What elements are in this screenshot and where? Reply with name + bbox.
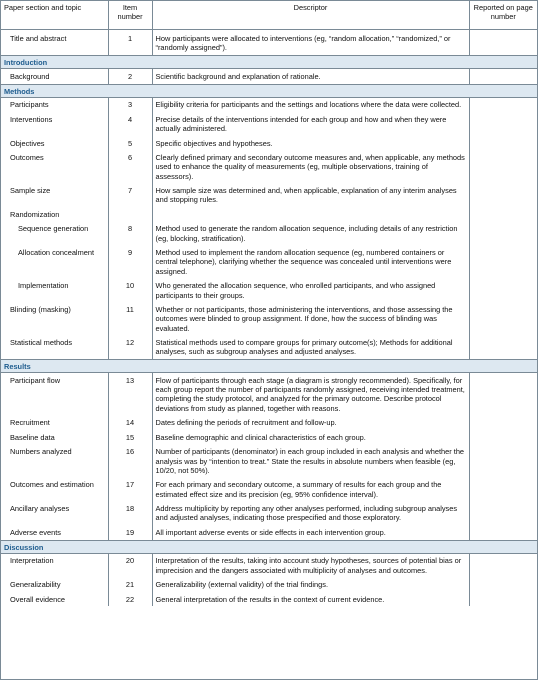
topic-cell: Participant flow [1,373,108,416]
table-row [1,246,537,279]
descriptor-cell: Generalizability (external validity) of the trial findings. [152,578,469,592]
table-row [1,184,537,208]
reported-page-cell [469,184,537,208]
reported-page-cell [469,222,537,246]
item-number-cell: 16 [108,445,152,478]
section-page-cell [469,84,537,97]
item-number-cell: 13 [108,373,152,416]
reported-page-cell [469,150,537,183]
reported-page-cell [469,478,537,502]
reported-page-cell [469,30,537,56]
section-row [1,540,537,553]
topic-cell: Outcomes [1,150,108,183]
descriptor-cell: Dates defining the periods of recruitment and follow-up. [152,416,469,430]
reported-page-cell [469,207,537,221]
reported-page-cell [469,578,537,592]
item-number-cell [108,207,152,221]
reported-page-cell [469,430,537,444]
descriptor-cell: How sample size was determined and, when applicable, explanation of any interim analyses and stopping rules. [152,184,469,208]
reported-page-cell [469,136,537,150]
table-row [1,553,537,577]
table-row [1,525,537,540]
topic-cell: Baseline data [1,430,108,444]
item-number-cell: 6 [108,150,152,183]
reported-page-cell [469,501,537,525]
section-heading: Discussion [1,540,469,553]
table-row [1,150,537,183]
table-row [1,592,537,606]
table-row [1,136,537,150]
table-row [1,30,537,56]
topic-cell: Participants [1,97,108,112]
item-number-cell: 1 [108,30,152,56]
reported-page-cell [469,279,537,303]
table-row [1,279,537,303]
item-number-cell: 5 [108,136,152,150]
item-number-cell: 8 [108,222,152,246]
reported-page-cell [469,592,537,606]
table-body [1,30,537,607]
item-number-cell: 14 [108,416,152,430]
reported-page-cell [469,97,537,112]
reported-page-cell [469,416,537,430]
item-number-cell: 17 [108,478,152,502]
descriptor-cell: Address multiplicity by reporting any other analyses performed, including subgroup analyses and adjusted analyses, indicating those prespecified and those exploratory. [152,501,469,525]
table-row [1,112,537,136]
section-heading: Introduction [1,56,469,69]
descriptor-cell: Interpretation of the results, taking into account study hypotheses, sources of potential bias or imprecision and the dangers associated with multiplicity of analyses and outcomes. [152,553,469,577]
table-row [1,578,537,592]
section-heading: Methods [1,84,469,97]
topic-cell: Background [1,69,108,84]
section-heading: Results [1,360,469,373]
section-row [1,360,537,373]
item-number-cell: 18 [108,501,152,525]
reported-page-cell [469,112,537,136]
section-page-cell [469,360,537,373]
item-number-cell: 19 [108,525,152,540]
item-number-cell: 22 [108,592,152,606]
item-number-cell: 9 [108,246,152,279]
topic-cell: Statistical methods [1,335,108,359]
checklist-table [1,1,537,606]
topic-cell: Ancillary analyses [1,501,108,525]
section-page-cell [469,540,537,553]
descriptor-cell: Eligibility criteria for participants and the settings and locations where the data were collected. [152,97,469,112]
item-number-cell: 3 [108,97,152,112]
table-row [1,478,537,502]
topic-cell: Sequence generation [1,222,108,246]
item-number-cell: 12 [108,335,152,359]
reported-page-cell [469,335,537,359]
item-number-cell: 2 [108,69,152,84]
descriptor-cell: Who generated the allocation sequence, who enrolled participants, and who assigned participants to their groups. [152,279,469,303]
descriptor-cell: Baseline demographic and clinical characteristics of each group. [152,430,469,444]
section-page-cell [469,56,537,69]
descriptor-cell: For each primary and secondary outcome, a summary of results for each group and the estimated effect size and its precision (eg, 95% confidence interval). [152,478,469,502]
header-reported-page: Reported on page number [469,1,537,30]
topic-cell: Outcomes and estimation [1,478,108,502]
descriptor-cell: Number of participants (denominator) in each group included in each analysis and whether the analysis was by “intention to treat.” State the results in absolute numbers when feasible (eg, 10/20, not 50%). [152,445,469,478]
item-number-cell: 7 [108,184,152,208]
topic-cell: Numbers analyzed [1,445,108,478]
table-row [1,97,537,112]
reported-page-cell [469,69,537,84]
descriptor-cell: Whether or not participants, those administering the interventions, and those assessing the outcomes were blinded to group assignment. If done, how the success of blinding was evaluated. [152,302,469,335]
table-row [1,69,537,84]
descriptor-cell: Method used to implement the random allocation sequence (eg, numbered containers or central telephone), clarifying whether the sequence was concealed until interventions were assigned. [152,246,469,279]
topic-cell: Interpretation [1,553,108,577]
item-number-cell: 10 [108,279,152,303]
header-item-number: Item number [108,1,152,30]
descriptor-cell: Flow of participants through each stage (a diagram is strongly recommended). Specifically, for each group report the number of participants randomly assigned, receiving intended treatment, completing the study protocol, and analyzed for the primary outcome. Describe protocol deviations from study as planned, together with reasons. [152,373,469,416]
table-header [1,1,537,30]
table-row [1,302,537,335]
topic-cell: Recruitment [1,416,108,430]
section-row [1,84,537,97]
table-row [1,416,537,430]
reported-page-cell [469,553,537,577]
topic-cell: Blinding (masking) [1,302,108,335]
section-row [1,56,537,69]
item-number-cell: 15 [108,430,152,444]
descriptor-cell [152,207,469,221]
header-section-topic: Paper section and topic [1,1,108,30]
descriptor-cell: Clearly defined primary and secondary outcome measures and, when applicable, any methods used to enhance the quality of measurements (eg, multiple observations, training of assessors). [152,150,469,183]
descriptor-cell: Scientific background and explanation of rationale. [152,69,469,84]
descriptor-cell: How participants were allocated to interventions (eg, “random allocation,” “randomized,” or “randomly assigned”). [152,30,469,56]
descriptor-cell: General interpretation of the results in the context of current evidence. [152,592,469,606]
reported-page-cell [469,246,537,279]
reported-page-cell [469,525,537,540]
topic-cell: Adverse events [1,525,108,540]
topic-cell: Title and abstract [1,30,108,56]
header-descriptor: Descriptor [152,1,469,30]
topic-cell: Overall evidence [1,592,108,606]
table-row [1,445,537,478]
item-number-cell: 21 [108,578,152,592]
descriptor-cell: Statistical methods used to compare groups for primary outcome(s); Methods for additional analyses, such as subgroup analyses and adjusted analyses. [152,335,469,359]
descriptor-cell: Precise details of the interventions intended for each group and how and when they were actually administered. [152,112,469,136]
item-number-cell: 4 [108,112,152,136]
topic-cell: Generalizability [1,578,108,592]
topic-cell: Sample size [1,184,108,208]
descriptor-cell: All important adverse events or side effects in each intervention group. [152,525,469,540]
table-row [1,335,537,359]
reported-page-cell [469,373,537,416]
topic-cell: Allocation concealment [1,246,108,279]
descriptor-cell: Specific objectives and hypotheses. [152,136,469,150]
reported-page-cell [469,445,537,478]
descriptor-cell: Method used to generate the random allocation sequence, including details of any restriction (eg, blocking, stratification). [152,222,469,246]
table-row [1,501,537,525]
table-row [1,207,537,221]
topic-cell: Interventions [1,112,108,136]
table-row [1,373,537,416]
topic-cell: Objectives [1,136,108,150]
topic-cell: Implementation [1,279,108,303]
table-row [1,430,537,444]
item-number-cell: 20 [108,553,152,577]
item-number-cell: 11 [108,302,152,335]
table-row [1,222,537,246]
topic-cell: Randomization [1,207,108,221]
reported-page-cell [469,302,537,335]
